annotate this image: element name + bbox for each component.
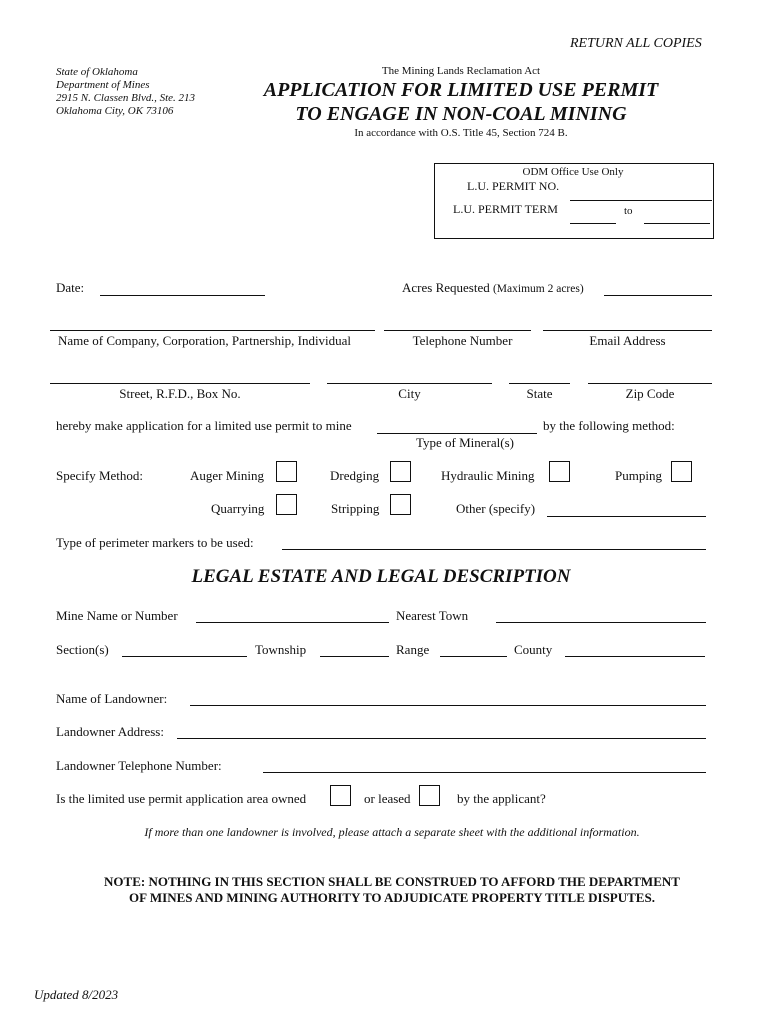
landowner-address-line[interactable]: [177, 738, 706, 739]
other-line[interactable]: [547, 516, 706, 517]
act-name: The Mining Lands Reclamation Act: [381, 65, 541, 77]
email-line[interactable]: [543, 330, 712, 331]
acres-text: Acres Requested: [402, 280, 490, 295]
dredging-label: Dredging: [330, 468, 380, 483]
date-line[interactable]: [100, 295, 265, 296]
note-line-1: NOTE: NOTHING IN THIS SECTION SHALL BE CONSTRUED TO AFFORD THE DEPARTMENT: [104, 874, 680, 889]
name-line[interactable]: [50, 330, 375, 331]
agency-line-4: Oklahoma City, OK 73106: [56, 105, 174, 117]
sections-line[interactable]: [122, 656, 247, 657]
permit-no-line[interactable]: [570, 200, 712, 201]
permit-no-label: L.U. PERMIT NO.: [467, 179, 560, 193]
leased-checkbox[interactable]: [419, 785, 440, 806]
landowner-name-label: Name of Landowner:: [56, 691, 168, 706]
acres-label: [402, 280, 584, 296]
by-method-text: by the following method:: [543, 418, 675, 433]
multiple-landowner-note: If more than one landowner is involved, please attach a separate sheet with the additional information.: [144, 825, 640, 839]
name-label: Name of Company, Corporation, Partnership, Individual: [58, 333, 352, 348]
hydraulic-checkbox[interactable]: [549, 461, 570, 482]
hydraulic-label: Hydraulic Mining: [441, 468, 535, 483]
quarrying-label: Quarrying: [211, 501, 265, 516]
telephone-label: Telephone Number: [412, 333, 513, 348]
dredging-checkbox[interactable]: [390, 461, 411, 482]
by-applicant-label: by the applicant?: [457, 791, 546, 806]
mine-name-label: Mine Name or Number: [56, 608, 178, 623]
permit-term-to: to: [624, 205, 633, 217]
range-line[interactable]: [440, 656, 507, 657]
perimeter-line[interactable]: [282, 549, 706, 550]
date-label: Date:: [56, 280, 85, 295]
hereby-text: hereby make application for a limited use permit to mine: [56, 418, 352, 433]
zip-label: Zip Code: [625, 386, 675, 401]
stripping-label: Stripping: [331, 501, 380, 516]
nearest-town-line[interactable]: [496, 622, 706, 623]
street-line[interactable]: [50, 383, 310, 384]
permit-term-start-line[interactable]: [570, 223, 616, 224]
note-line-2: OF MINES AND MINING AUTHORITY TO ADJUDICATE PROPERTY TITLE DISPUTES.: [129, 890, 655, 905]
owned-question: Is the limited use permit application area owned: [56, 791, 307, 806]
sections-label: Section(s): [56, 642, 109, 657]
title-line-1: APPLICATION FOR LIMITED USE PERMIT: [263, 79, 659, 101]
county-label: County: [514, 642, 553, 657]
mine-name-line[interactable]: [196, 622, 389, 623]
state-line[interactable]: [509, 383, 570, 384]
city-label: City: [398, 386, 421, 401]
city-line[interactable]: [327, 383, 492, 384]
stripping-checkbox[interactable]: [390, 494, 411, 515]
landowner-phone-label: Landowner Telephone Number:: [56, 758, 222, 773]
mineral-line[interactable]: [377, 433, 537, 434]
pumping-label: Pumping: [615, 468, 662, 483]
landowner-address-label: Landowner Address:: [56, 724, 164, 739]
zip-line[interactable]: [588, 383, 712, 384]
quarrying-checkbox[interactable]: [276, 494, 297, 515]
acres-max: (Maximum 2 acres): [492, 283, 584, 295]
agency-address: [56, 66, 195, 118]
specify-method-label: Specify Method:: [56, 468, 144, 483]
updated-date: Updated 8/2023: [34, 987, 119, 1002]
agency-line-1: State of Oklahoma: [56, 66, 138, 78]
range-label: Range: [396, 642, 430, 657]
nearest-town-label: Nearest Town: [396, 608, 469, 623]
agency-line-3: 2915 N. Classen Blvd., Ste. 213: [56, 92, 196, 104]
street-label: Street, R.F.D., Box No.: [119, 386, 241, 401]
township-label: Township: [255, 642, 307, 657]
title-line-2: TO ENGAGE IN NON-COAL MINING: [295, 103, 627, 125]
landowner-phone-line[interactable]: [263, 772, 706, 773]
email-label: Email Address: [589, 333, 666, 348]
county-line[interactable]: [565, 656, 705, 657]
auger-label: Auger Mining: [190, 468, 265, 483]
state-label: State: [526, 386, 553, 401]
pumping-checkbox[interactable]: [671, 461, 692, 482]
auger-checkbox[interactable]: [276, 461, 297, 482]
owned-checkbox[interactable]: [330, 785, 351, 806]
township-line[interactable]: [320, 656, 389, 657]
permit-term-end-line[interactable]: [644, 223, 710, 224]
permit-term-label: L.U. PERMIT TERM: [453, 202, 558, 216]
landowner-name-line[interactable]: [190, 705, 706, 706]
office-use-heading: ODM Office Use Only: [522, 166, 624, 178]
agency-line-2: Department of Mines: [56, 79, 150, 91]
telephone-line[interactable]: [384, 330, 531, 331]
perimeter-label: Type of perimeter markers to be used:: [56, 535, 254, 550]
other-label: Other (specify): [456, 501, 536, 516]
accordance-text: In accordance with O.S. Title 45, Section 724 B.: [354, 127, 568, 139]
page-title: [240, 78, 682, 126]
acres-line[interactable]: [604, 295, 712, 296]
title-dispute-note: [0, 874, 770, 906]
legal-heading: LEGAL ESTATE AND LEGAL DESCRIPTION: [191, 566, 571, 587]
mineral-label: Type of Mineral(s): [415, 435, 514, 450]
or-leased-label: or leased: [364, 791, 411, 806]
return-all-copies: RETURN ALL COPIES: [570, 36, 702, 51]
